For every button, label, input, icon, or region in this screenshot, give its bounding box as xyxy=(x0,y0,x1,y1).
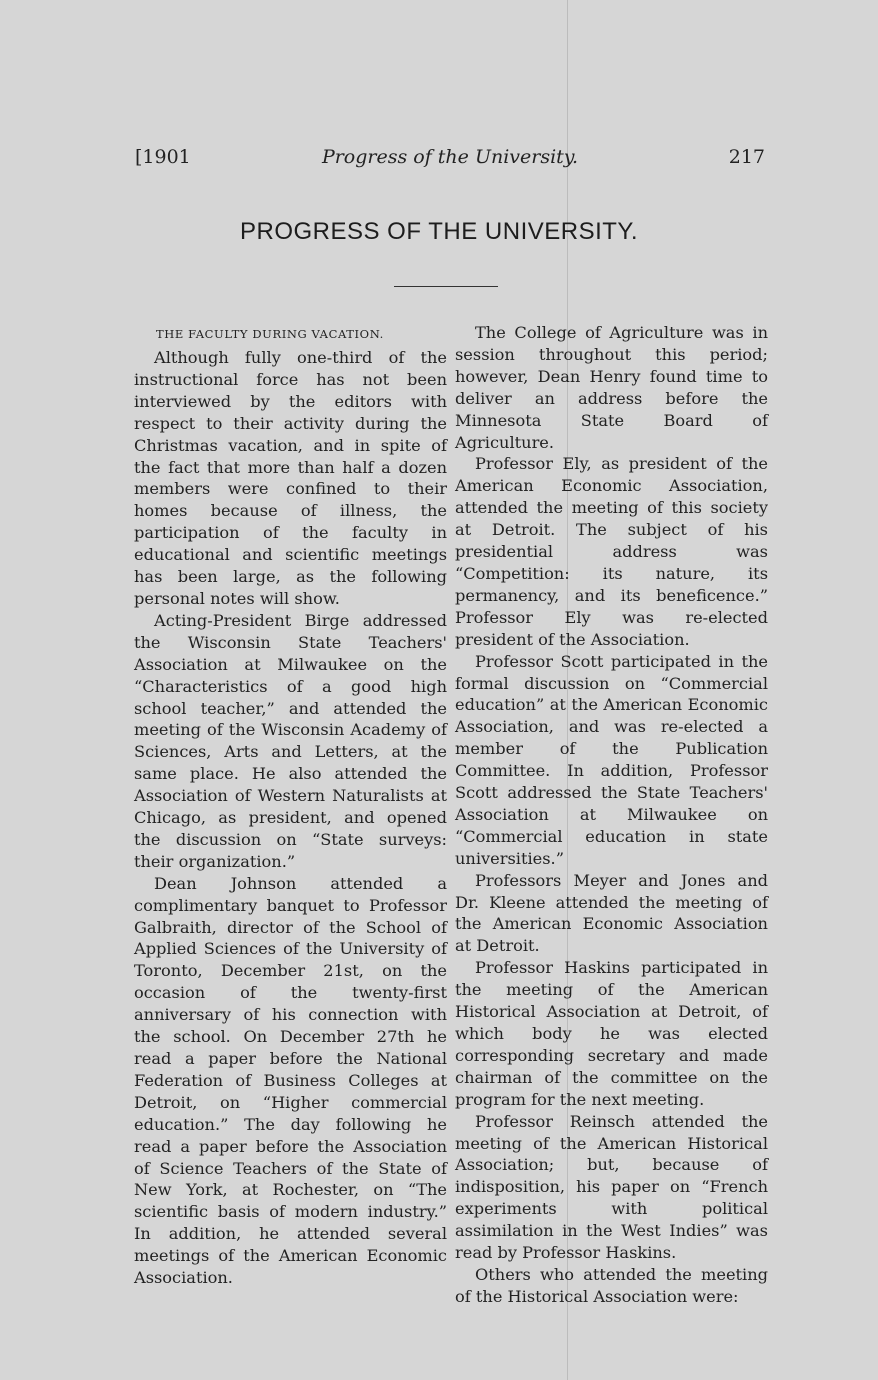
paragraph: Others who attended the meeting of the Historical Association were: xyxy=(455,1264,768,1306)
paragraph: Professors Meyer and Jones and Dr. Kleene attended the meeting of the American Economic Association at Detroit. xyxy=(455,870,768,956)
paragraph: Professor Scott participated in the formal discussion on “Commercial education” at the American Economic Association, and was re-elected a member of the Publication Committee. In addition, Professor Scott addressed the State Teachers' Association at Milwaukee on “Commercial education in state universities.” xyxy=(455,651,768,868)
title-rule xyxy=(394,286,498,287)
paragraph: Professor Reinsch attended the meeting of the American Historical Association; but, because of indisposition, his paper on “French experiments with political assimilation in the West Indies” was read by Professor Haskins. xyxy=(455,1111,768,1263)
running-head-title: Progress of the University. xyxy=(321,146,579,168)
article-title: PROGRESS OF THE UNIVERSITY. xyxy=(239,218,639,245)
paragraph: Professor Ely, as president of the American Economic Association, attended the meeting of this society at Detroit. The subject of his presidential address was “Competition: its nature, its permanency, and its beneficence.” Professor Ely was re-elected president of the Association. xyxy=(455,454,768,649)
paragraph: Professor Haskins participated in the meeting of the American Historical Association at Detroit, of which body he was elected corresponding secretary and made chairman of the committee on the program for the next meeting. xyxy=(455,958,768,1109)
paragraph: Although fully one-third of the instructional force has not been interviewed by the editors with respect to their activity during the Christmas vacation, and in spite of the fact that more than half a dozen members were confined to their homes because of illness, the participation of the faculty in educational and scientific meetings has been large, as the following personal notes will show. xyxy=(134,348,447,608)
section-heading: THE FACULTY DURING VACATION. xyxy=(156,327,384,341)
right-column xyxy=(455,322,768,1308)
page-number: 217 xyxy=(728,146,765,168)
left-column xyxy=(134,322,447,1289)
paragraph: Dean Johnson attended a complimentary banquet to Professor Galbraith, director of the School of Applied Sciences of the University of Toronto, December 21st, on the occasion of the twenty-first anniversary of his connection with the school. On December 27th he read a paper before the National Federation of Business Colleges at Detroit, on “Higher commercial education.” The day following he read a paper before the Association of Science Teachers of the State of New York, at Rochester, on “The scientific basis of modern industry.” In addition, he attended several meetings of the American Economic Association. xyxy=(134,873,447,1288)
running-head-year: [1901 xyxy=(135,146,191,168)
paragraph: The College of Agriculture was in session throughout this period; however, Dean Henry found time to deliver an address before the Minnesota State Board of Agriculture. xyxy=(455,323,768,452)
paragraph: Acting-President Birge addressed the Wisconsin State Teachers' Association at Milwaukee on the “Characteristics of a good high school teacher,” and attended the meeting of the Wisconsin Academy of Sciences, Arts and Letters, at the same place. He also attended the Association of Western Naturalists at Chicago, as president, and opened the discussion on “State surveys: their organization.” xyxy=(134,610,447,871)
running-head xyxy=(135,142,765,172)
